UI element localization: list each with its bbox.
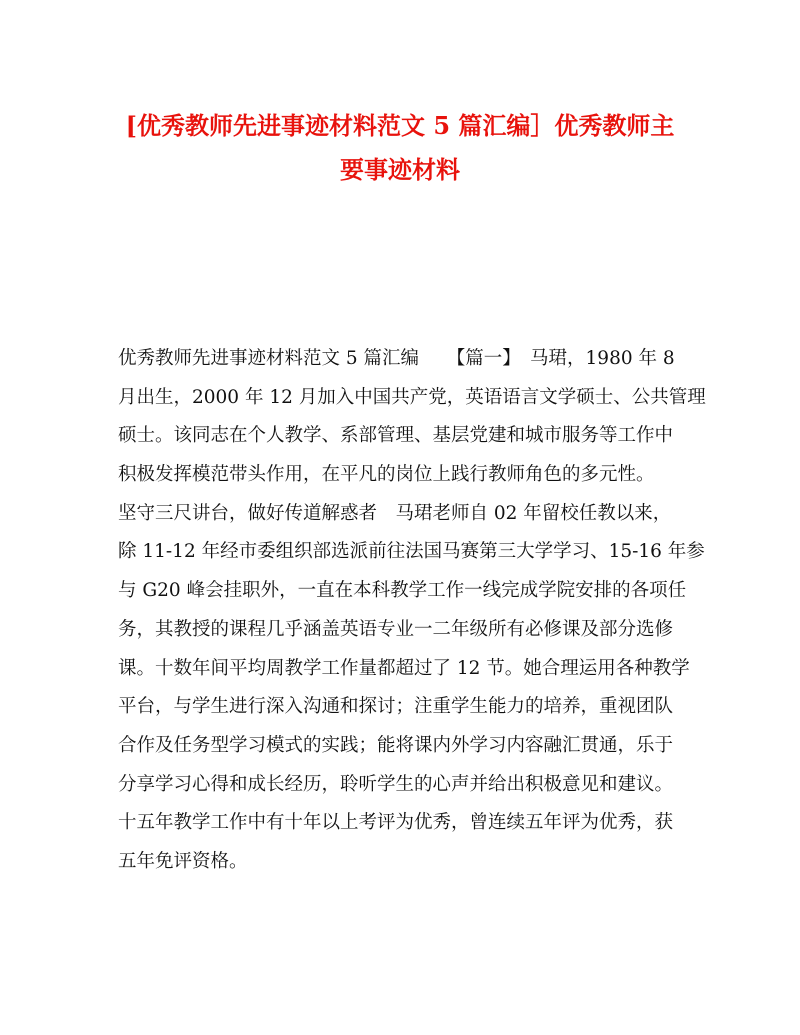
body-line: 十五年教学工作中有十年以上考评为优秀，曾连续五年评为优秀，获 — [118, 812, 674, 834]
body-line: 积极发挥模范带头作用，在平凡的岗位上践行教师角色的多元性。 — [118, 464, 655, 486]
title-line: [优秀教师先进事迹材料范文 5 篇汇编］优秀教师主 — [125, 111, 675, 140]
document-body — [118, 340, 706, 882]
body-line: 平台，与学生进行深入沟通和探讨；注重学生能力的培养，重视团队 — [118, 696, 674, 718]
body-line: 硕士。该同志在个人教学、系部管理、基层党建和城市服务等工作中 — [118, 425, 674, 447]
body-line: 五年免评资格。 — [118, 850, 248, 872]
body-line: 务，其教授的课程几乎涵盖英语专业一二年级所有必修课及部分选修 — [118, 618, 674, 640]
body-line: 分享学习心得和成长经历，聆听学生的心声并给出积极意见和建议。 — [118, 773, 674, 795]
body-line: 课。十数年间平均周教学工作量都超过了 12 节。她合理运用各种教学 — [118, 657, 690, 679]
body-line: 优秀教师先进事迹材料范文 5 篇汇编 【篇一】 马珺，1980 年 8 — [118, 348, 675, 369]
body-line: 除 11-12 年经市委组织部选派前往法国马赛第三大学学习、15-16 年参 — [118, 541, 705, 563]
body-line: 坚守三尺讲台，做好传道解惑者 马珺老师自 02 年留校任教以来， — [118, 502, 672, 524]
title-line: 要事迹材料 — [340, 155, 460, 184]
body-line: 与 G20 峰会挂职外，一直在本科教学工作一线完成学院安排的各项任 — [118, 580, 687, 602]
body-line: 月出生，2000 年 12 月加入中国共产党，英语语言文学硕士、公共管理 — [118, 386, 706, 408]
body-line: 合作及任务型学习模式的实践；能将课内外学习内容融汇贯通，乐于 — [118, 734, 674, 756]
document-title — [100, 104, 700, 192]
